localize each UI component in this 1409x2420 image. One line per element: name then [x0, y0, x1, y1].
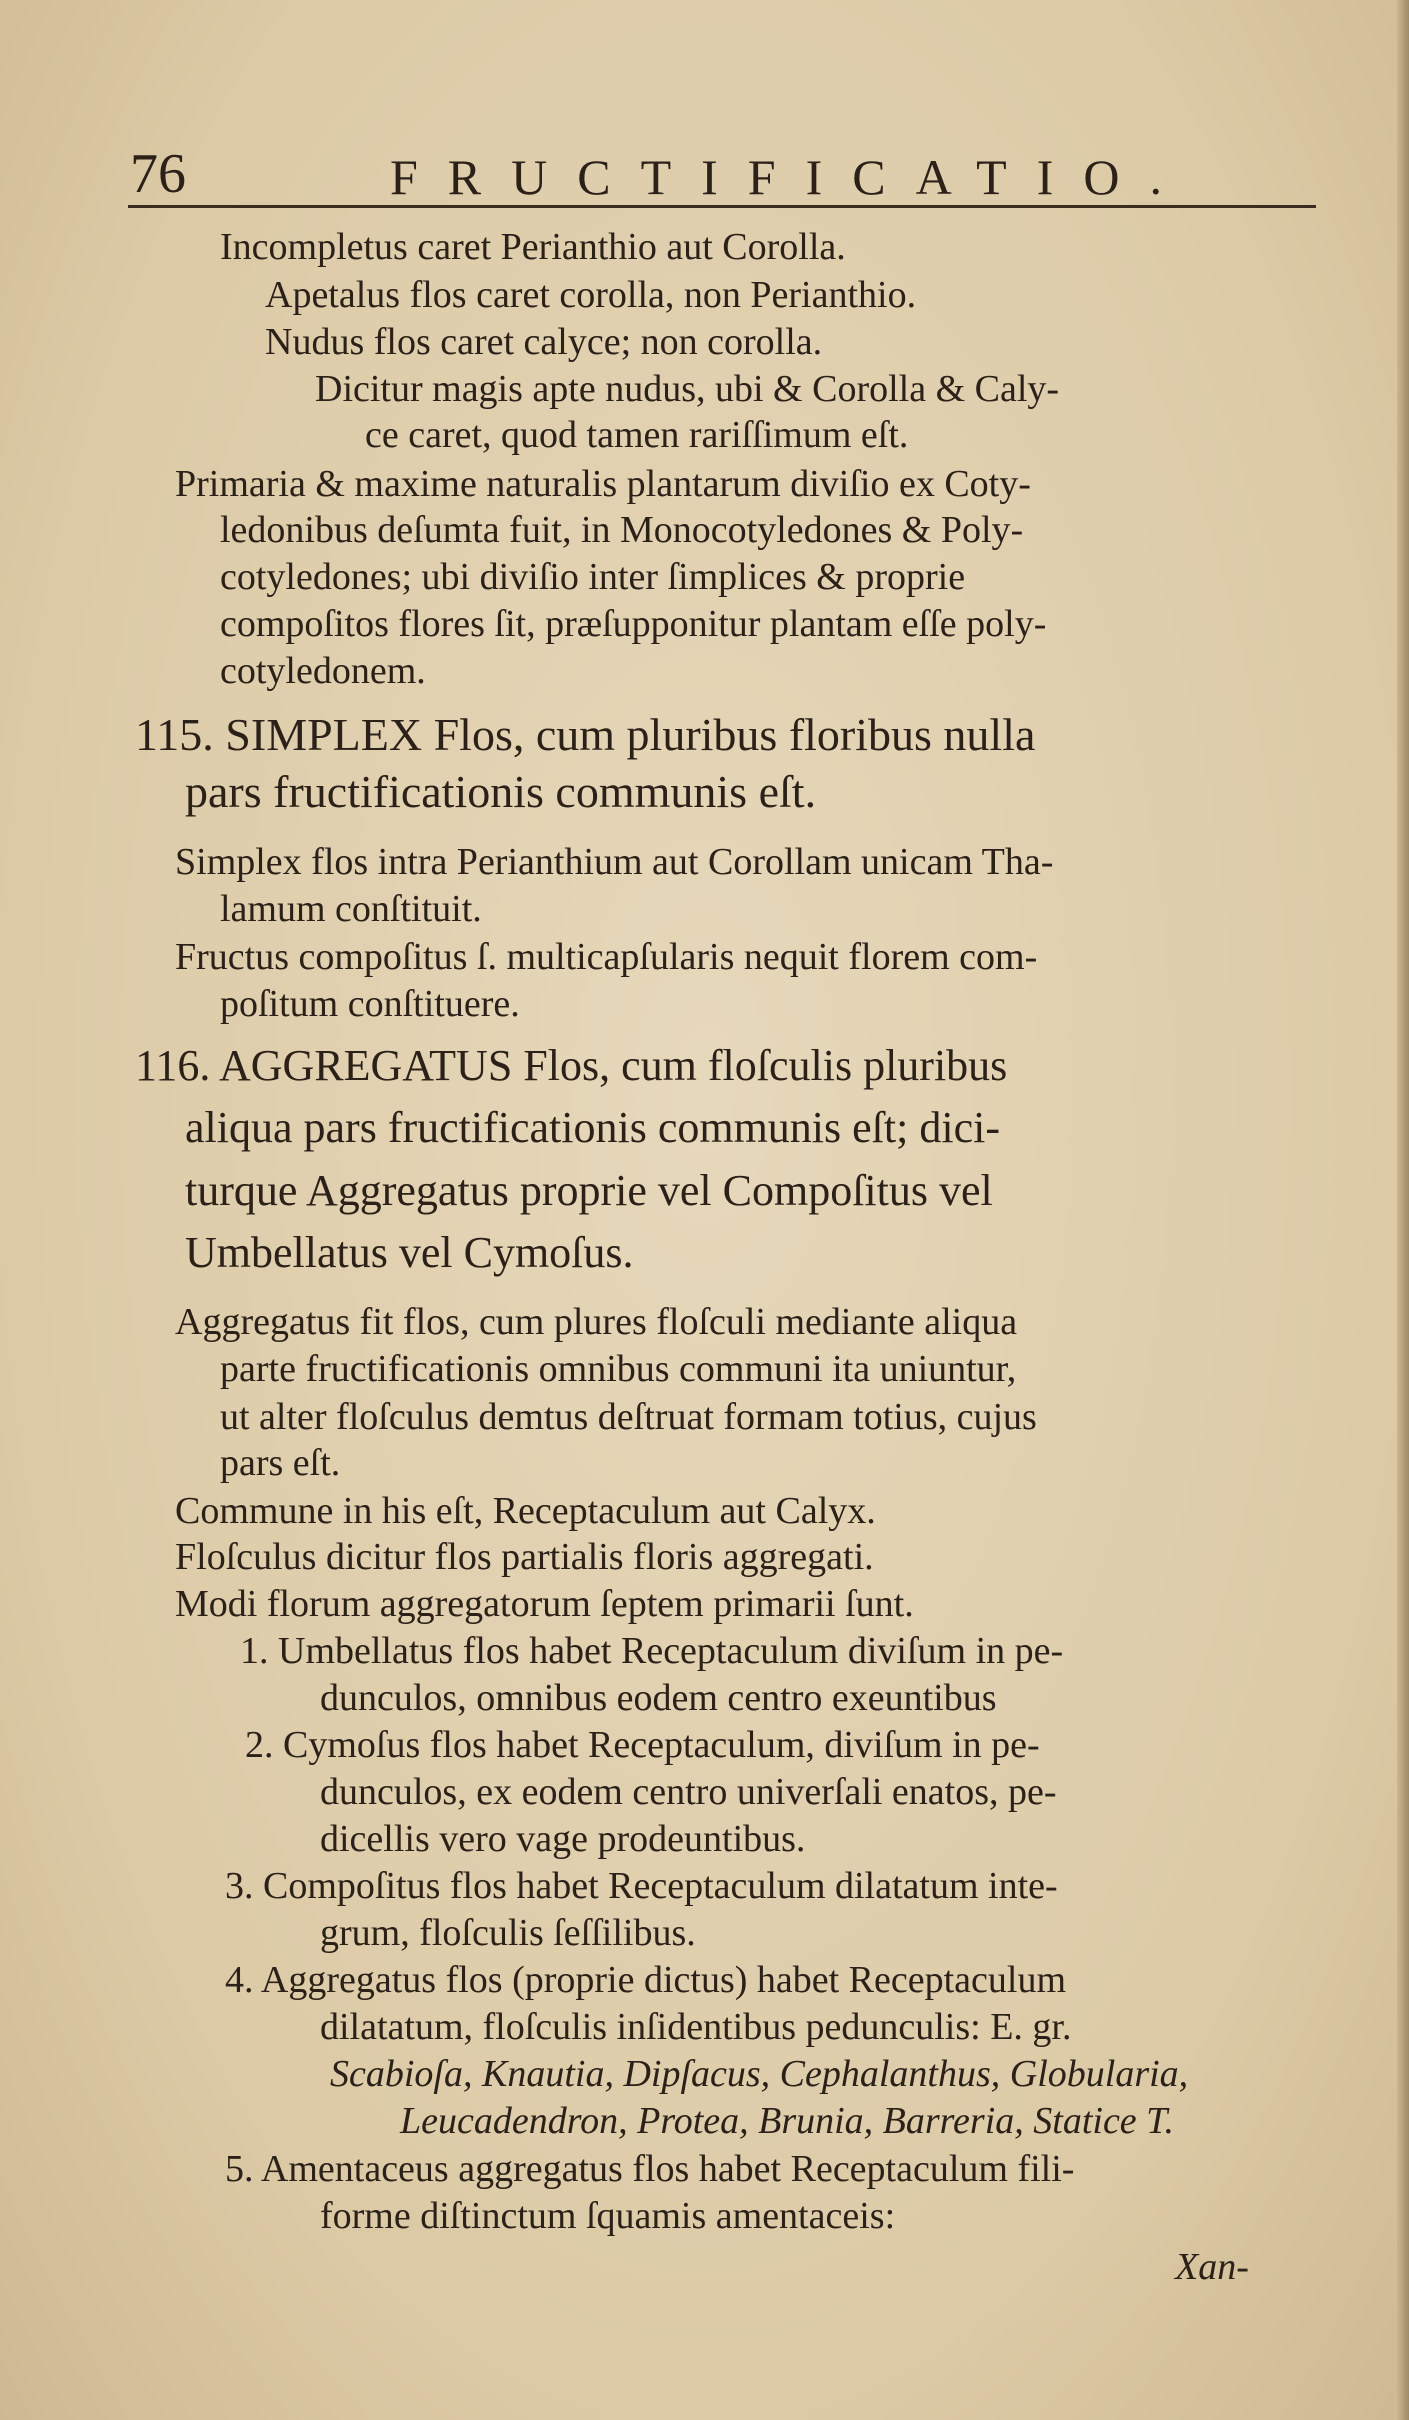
text-line: Fructus compoſitus ſ. multicapſularis nequit florem com-	[175, 936, 1038, 978]
text-line: ledonibus deſumta fuit, in Monocotyledones & Poly-	[220, 509, 1024, 551]
text-line: Nudus flos caret calyce; non corolla.	[265, 321, 823, 363]
text-line: parte fructificationis omnibus communi ita uniuntur,	[220, 1348, 1017, 1390]
text-line: dunculos, ex eodem centro univerſali enatos, pe-	[320, 1771, 1057, 1813]
text-line: Primaria & maxime naturalis plantarum diviſio ex Coty-	[175, 463, 1031, 505]
text-line: pars fructificationis communis eſt.	[185, 766, 817, 817]
text-line: Apetalus flos caret corolla, non Perianthio.	[265, 274, 917, 316]
text-line: dilatatum, floſculis inſidentibus pedunculis: E. gr.	[320, 2006, 1072, 2048]
text-line: Leucadendron, Protea, Brunia, Barreria, Statice T.	[400, 2100, 1174, 2142]
text-line: pars eſt.	[220, 1442, 341, 1484]
text-line: poſitum conſtituere.	[220, 983, 520, 1025]
text-line: Modi florum aggregatorum ſeptem primarii ſunt.	[175, 1583, 914, 1625]
running-title: FRUCTIFICATIO.	[390, 149, 1192, 205]
text-line: Aggregatus fit flos, cum plures floſculi mediante aliqua	[175, 1301, 1018, 1343]
text-line: dunculos, omnibus eodem centro exeuntibus	[320, 1677, 997, 1719]
list-item-4: 4. Aggregatus flos (proprie dictus) habet Receptaculum	[225, 1959, 1067, 2001]
text-line: lamum conſtituit.	[220, 888, 482, 930]
text-line: Floſculus dicitur flos partialis floris aggregati.	[175, 1536, 874, 1578]
page-edge	[1397, 0, 1409, 2420]
text-line: aliqua pars fructificationis communis eſt; dici-	[185, 1103, 1000, 1152]
section-heading-116: 116. AGGREGATUS Flos, cum floſculis pluribus	[135, 1041, 1008, 1090]
text-line: ut alter floſculus demtus deſtruat formam totius, cujus	[220, 1396, 1037, 1438]
list-item-1: 1. Umbellatus flos habet Receptaculum diviſum in pe-	[240, 1630, 1064, 1672]
text-line: dicellis vero vage prodeuntibus.	[320, 1818, 806, 1860]
text-line: Simplex flos intra Perianthium aut Corollam unicam Tha-	[175, 841, 1054, 883]
text-line: cotyledones; ubi diviſio inter ſimplices & proprie	[220, 556, 966, 598]
section-heading-115: 115. SIMPLEX Flos, cum pluribus floribus nulla	[135, 709, 1036, 760]
text-line: Dicitur magis apte nudus, ubi & Corolla & Caly-	[315, 368, 1060, 410]
text-line: grum, floſculis ſeſſilibus.	[320, 1912, 696, 1954]
text-line: Umbellatus vel Cymoſus.	[185, 1228, 634, 1277]
catchword: Xan-	[1175, 2246, 1249, 2288]
text-line: forme diſtinctum ſquamis amentaceis:	[320, 2195, 896, 2237]
list-item-2: 2. Cymoſus flos habet Receptaculum, diviſum in pe-	[245, 1724, 1040, 1766]
list-item-3: 3. Compoſitus flos habet Receptaculum dilatatum inte-	[225, 1865, 1058, 1907]
page-number: 76	[130, 143, 186, 205]
page-header	[130, 142, 1320, 212]
header-rule	[128, 205, 1316, 208]
text-line: Commune in his eſt, Receptaculum aut Calyx.	[175, 1490, 876, 1532]
text-line: compoſitos flores ſit, præſupponitur plantam eſſe poly-	[220, 603, 1047, 645]
text-line: ce caret, quod tamen rariſſimum eſt.	[365, 414, 909, 456]
list-item-5: 5. Amentaceus aggregatus flos habet Receptaculum fili-	[225, 2148, 1075, 2190]
text-line: Scabioſa, Knautia, Dipſacus, Cephalanthus, Globularia,	[330, 2053, 1189, 2095]
text-line: Incompletus caret Perianthio aut Corolla.	[220, 226, 846, 268]
text-line: cotyledonem.	[220, 650, 426, 692]
text-line: turque Aggregatus proprie vel Compoſitus vel	[185, 1166, 993, 1215]
